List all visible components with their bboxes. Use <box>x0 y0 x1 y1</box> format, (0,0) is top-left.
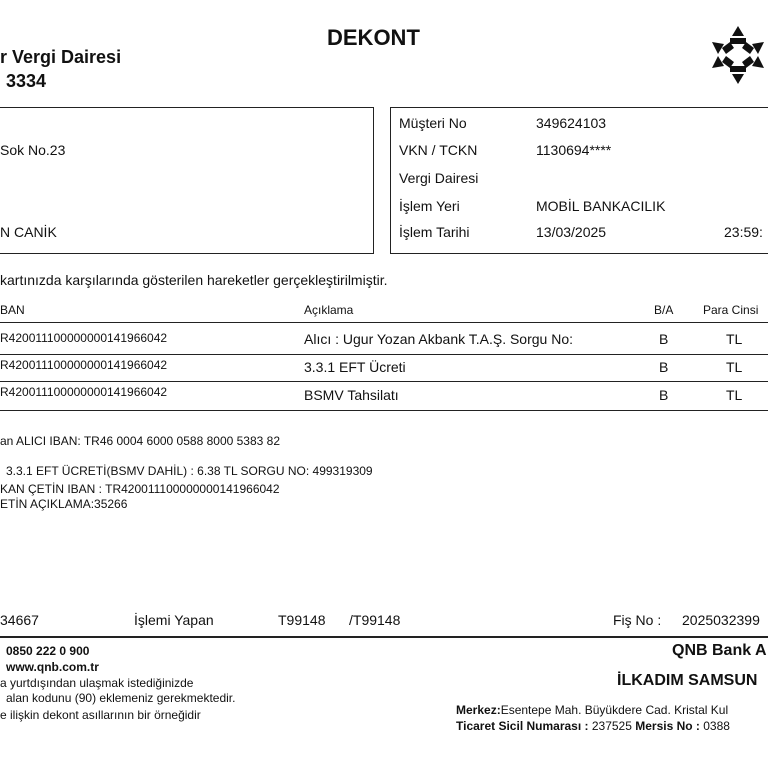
receipt-no-value: 2025032399 <box>682 612 760 628</box>
transaction-time-value: 23:59: <box>724 224 763 240</box>
bank-logo <box>708 22 768 88</box>
performer-code-secondary: /T99148 <box>349 612 401 628</box>
description-line: ETİN AÇIKLAMA:35266 <box>0 497 128 511</box>
receipt-no-label: Fiş No : <box>613 612 662 628</box>
row-ba: B <box>659 387 669 403</box>
row-ba: B <box>659 331 669 347</box>
tax-office-label: Vergi Dairesi <box>399 170 479 186</box>
row-ba: B <box>659 359 669 375</box>
tax-office-number: 3334 <box>6 71 47 91</box>
customer-no-value: 349624103 <box>536 115 607 131</box>
trade-registry-label: Ticaret Sicil Numarası : <box>456 719 589 733</box>
footer-divider <box>0 636 768 638</box>
row-divider <box>0 381 768 382</box>
performer-label: İşlemi Yapan <box>134 612 214 628</box>
headquarters-label: Merkez: <box>456 703 501 717</box>
customer-no-label: Müşteri No <box>399 115 467 131</box>
customer-address: Sok No.23 <box>0 142 66 158</box>
performer-code: T99148 <box>278 612 326 628</box>
trade-registry-value: 237525 <box>588 719 636 733</box>
document-title: DEKONT <box>327 25 420 50</box>
row-description: Alıcı : Ugur Yozan Akbank T.A.Ş. Sorgu No: <box>304 331 574 347</box>
intro-text: kartınızda karşılarında gösterilen hareketler gerçekleştirilmiştir. <box>0 272 388 288</box>
row-currency: TL <box>726 331 743 347</box>
customer-name: N CANİK <box>0 224 57 240</box>
transaction-date-label: İşlem Tarihi <box>399 224 470 240</box>
table-header-ba: B/A <box>654 303 674 317</box>
table-header-description: Açıklama <box>304 303 354 317</box>
contact-note-3: e ilişkin dekont asıllarının bir örneğidir <box>0 708 201 722</box>
contact-note-1: a yurtdışından ulaşmak istediğinizde <box>0 676 194 690</box>
bank-registration <box>456 719 730 733</box>
mersis-label: Mersis No : <box>635 719 700 733</box>
bank-name: QNB Bank A <box>672 642 767 659</box>
headquarters-address: Esentepe Mah. Büyükdere Cad. Kristal Kul <box>500 703 729 717</box>
transaction-place-value: MOBİL BANKACILIK <box>536 198 666 214</box>
fee-line: 3.3.1 EFT ÜCRETİ(BSMV DAHİL) : 6.38 TL SORGU NO: 499319309 <box>6 464 373 478</box>
row-iban: R420011100000000141966042 <box>0 358 168 372</box>
contact-phone: 0850 222 0 900 <box>6 644 90 658</box>
row-iban: R420011100000000141966042 <box>0 331 168 345</box>
transaction-date-value: 13/03/2025 <box>536 224 607 240</box>
receiver-iban-line: an ALICI IBAN: TR46 0004 6000 0588 8000 5383 82 <box>0 434 280 448</box>
sender-iban-line: KAN ÇETİN IBAN : TR420011100000000141966042 <box>0 482 280 496</box>
bank-headquarters <box>456 703 728 717</box>
row-description: BSMV Tahsilatı <box>304 387 399 403</box>
row-iban: R420011100000000141966042 <box>0 385 168 399</box>
contact-note-2: alan kodunu (90) eklemeniz gerekmektedir. <box>6 691 236 705</box>
row-currency: TL <box>726 387 743 403</box>
mersis-value: 0388 <box>699 719 730 733</box>
table-header-currency: Para Cinsi <box>703 303 759 317</box>
row-description: 3.3.1 EFT Ücreti <box>304 359 406 375</box>
reference-number: 34667 <box>0 612 39 628</box>
tax-id-value: 1130694**** <box>536 142 612 158</box>
tax-id-label: VKN / TCKN <box>399 142 478 158</box>
transaction-place-label: İşlem Yeri <box>399 198 460 214</box>
row-divider <box>0 354 768 355</box>
table-bottom-divider <box>0 410 768 411</box>
table-header-divider <box>0 322 768 323</box>
contact-website[interactable]: www.qnb.com.tr <box>6 660 99 674</box>
row-currency: TL <box>726 359 743 375</box>
bank-branch: İLKADIM SAMSUN <box>617 672 758 689</box>
table-header-iban: BAN <box>0 303 25 317</box>
tax-office-name: r Vergi Dairesi <box>0 47 122 67</box>
